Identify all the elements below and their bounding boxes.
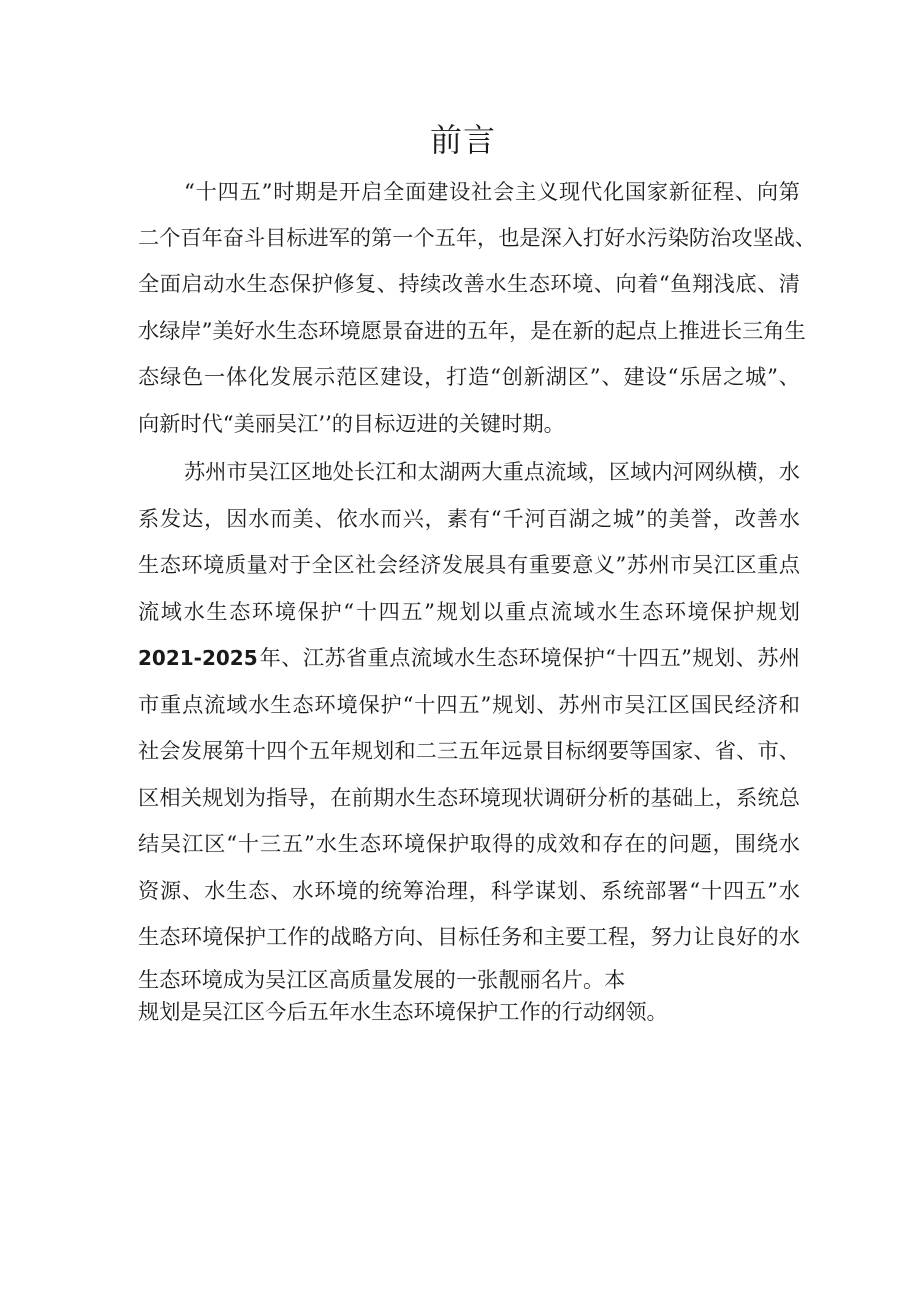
paragraph-2-line-1: 苏州市吴江区地处长江和太湖两大重点流域，区域内河网纵横，水: [184, 459, 800, 484]
paragraph-1-line-2: 二个百年奋斗目标进军的第一个五年，也是深入打好水污染防治攻坚战、: [138, 225, 817, 250]
paragraph-2-line-7: 社会发展第十四个五年规划和二三五年远景目标纲要等国家、省、市、: [138, 738, 800, 763]
paragraph-2-line-5: [138, 644, 800, 672]
paragraph-1-line-1: “十四五”时期是开启全面建设社会主义现代化国家新征程、向第: [184, 179, 800, 204]
paragraph-2-line-8: 区相关规划为指导，在前期水生态环境现状调研分析的基础上，系统总: [138, 785, 800, 810]
paragraph-2-line-10: 资源、水生态、水环境的统筹治理，科学谋划、系统部署“十四五”水: [138, 878, 800, 903]
paragraph-2-line-5-text: 年、江苏省重点流域水生态环境保护“十四五”规划、苏州: [259, 645, 800, 670]
paragraph-2-line-12: 生态环境成为吴江区高质量发展的一张靓丽名片。本: [138, 967, 626, 992]
paragraph-2-line-6: 市重点流域水生态环境保护“十四五”规划、苏州市吴江区国民经济和: [138, 692, 800, 717]
page-title: 前言: [429, 121, 496, 159]
paragraph-2-line-13: 规划是吴江区今后五年水生态环境保护工作的行动纲领。: [138, 999, 668, 1024]
paragraph-2-line-11: 生态环境保护工作的战略方向、目标任务和主要工程，努力让良好的水: [138, 924, 800, 949]
paragraph-2-line-2: 系发达，因水而美、依水而兴，素有“千河百湖之城”的美誉，改善水: [138, 506, 800, 531]
paragraph-2-line-3: 生态环境质量对于全区社会经济发展具有重要意义”苏州市吴江区重点: [138, 552, 800, 577]
paragraph-2-line-9: 结吴江区“十三五”水生态环境保护取得的成效和存在的问题，围绕水: [138, 831, 800, 856]
paragraph-1-line-5: 态绿色一体化发展示范区建设，打造“创新湖区”、建设“乐居之城”、: [138, 364, 800, 389]
paragraph-1-line-4: 水绿岸”美好水生态环境愿景奋进的五年，是在新的起点上推进长三角生: [138, 318, 806, 343]
paragraph-2-line-4: 流域水生态环境保护“十四五”规划以重点流域水生态环境保护规划: [138, 599, 800, 624]
year-range: 2021-2025: [138, 646, 258, 670]
paragraph-1-line-3: 全面启动水生态保护修复、持续改善水生态环境、向着“鱼翔浅底、清: [138, 271, 800, 296]
paragraph-1-line-6: 向新时代“美丽吴江’’的目标迈进的关键时期。: [138, 411, 565, 436]
